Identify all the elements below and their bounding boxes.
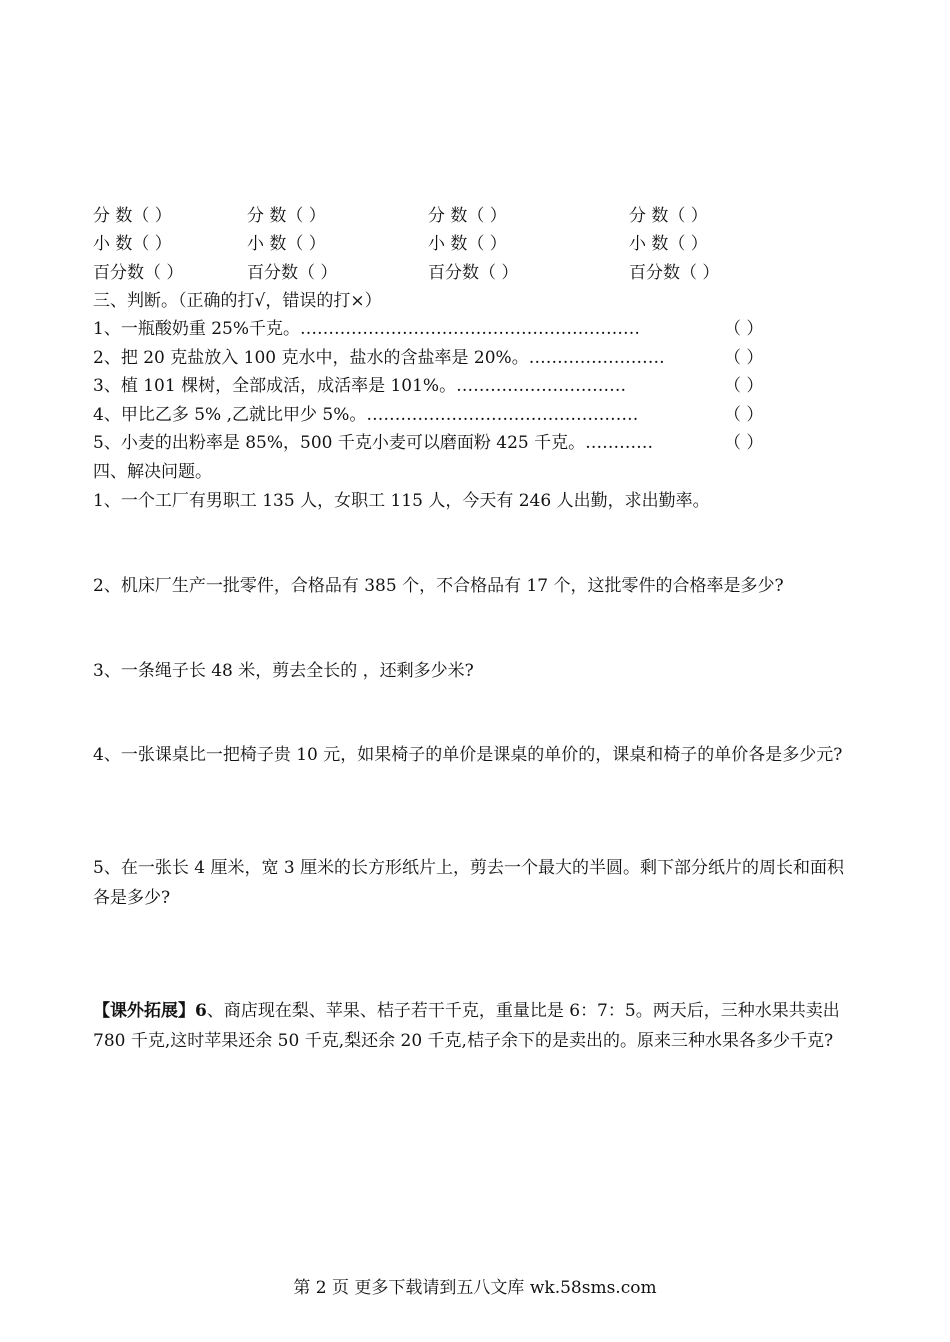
answer-blank[interactable]: （ ） xyxy=(724,405,764,425)
cell: 分 数（ ） xyxy=(93,206,172,226)
cell: 小 数（ ） xyxy=(428,234,507,254)
extension-label: 【课外拓展】6 xyxy=(93,1001,207,1021)
problem-3: 3、一条绳子长 48 米，剪去全长的 ，还剩多少米? xyxy=(93,661,474,681)
answer-blank[interactable]: （ ） xyxy=(724,348,764,368)
problem-5: 5、在一张长 4 厘米，宽 3 厘米的长方形纸片上，剪去一个最大的半圆。剩下部分纸片的周长和面积各是多少? xyxy=(93,858,845,908)
problem-1: 1、一个工厂有男职工 135 人，女职工 115 人，今天有 246 人出勤，求出勤率。 xyxy=(93,491,710,511)
answer-blank[interactable]: （ ） xyxy=(724,319,764,339)
cell: 百分数（ ） xyxy=(629,263,720,283)
cell: 小 数（ ） xyxy=(629,234,708,254)
cell: 百分数（ ） xyxy=(93,263,184,283)
cell: 小 数（ ） xyxy=(93,234,172,254)
extension-problem xyxy=(93,996,861,1056)
extension-text: 、商店现在梨、苹果、桔子若干千克，重量比是 6：7：5。两天后，三种水果共卖出 780 千克,这时苹果还余 50 千克,梨还余 20 千克,桔子余下的是卖出的。原来三种水果各多少千克? xyxy=(93,1001,840,1051)
page-footer: 第 2 页 更多下载请到五八文库 wk.58sms.com xyxy=(293,1278,657,1298)
cell: 百分数（ ） xyxy=(428,263,519,283)
judge-item: 1、一瓶酸奶重 25%千克。…………………………………………………… xyxy=(93,319,641,339)
cell: 百分数（ ） xyxy=(247,263,338,283)
section-heading-judge: 三、判断。（正确的打√，错误的打×） xyxy=(93,291,382,311)
judge-item: 3、植 101 棵树，全部成活，成活率是 101%。………………………… xyxy=(93,376,627,396)
section-heading-problems: 四、解决问题。 xyxy=(93,462,212,482)
problem-2: 2、机床厂生产一批零件，合格品有 385 个，不合格品有 17 个，这批零件的合格率是多少? xyxy=(93,576,784,596)
judge-item: 4、甲比乙多 5% ,乙就比甲少 5%。………………………………………… xyxy=(93,405,639,425)
judge-item: 2、把 20 克盐放入 100 克水中，盐水的含盐率是 20%。…………………… xyxy=(93,348,665,368)
answer-blank[interactable]: （ ） xyxy=(724,433,764,453)
problem-4: 4、一张课桌比一把椅子贵 10 元，如果椅子的单价是课桌的单价的，课桌和椅子的单价各是多少元? xyxy=(93,745,843,765)
answer-blank[interactable]: （ ） xyxy=(724,376,764,396)
cell: 分 数（ ） xyxy=(629,206,708,226)
judge-item: 5、小麦的出粉率是 85%，500 千克小麦可以磨面粉 425 千克。………… xyxy=(93,433,654,453)
cell: 分 数（ ） xyxy=(247,206,326,226)
cell: 小 数（ ） xyxy=(247,234,326,254)
cell: 分 数（ ） xyxy=(428,206,507,226)
